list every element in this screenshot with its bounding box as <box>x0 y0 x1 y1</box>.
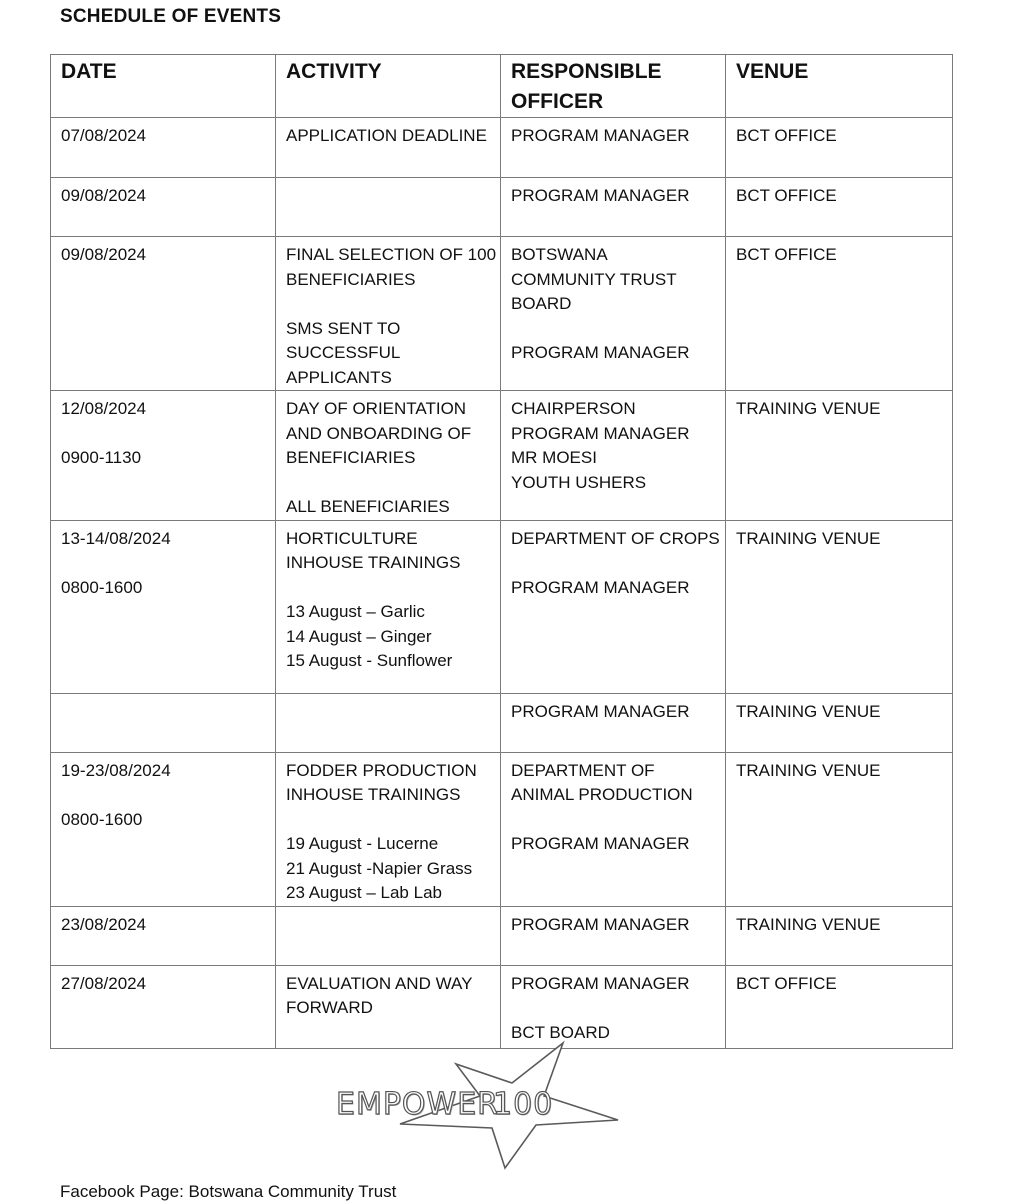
header-officer-line-2: OFFICER <box>511 90 604 113</box>
cell-date <box>51 118 276 178</box>
star-icon <box>330 1040 620 1170</box>
cell-line: 0800-1600 <box>61 577 143 597</box>
cell-date <box>51 237 276 391</box>
cell-officer <box>501 520 726 693</box>
cell-line: PROGRAM MANAGER <box>511 186 690 205</box>
cell-activity <box>276 118 501 178</box>
cell-line: ALL BENEFICIARIES <box>286 497 450 516</box>
cell-line: 15 August - Sunflower <box>286 651 453 670</box>
cell-line: BENEFICIARIES <box>286 269 416 289</box>
cell-line <box>286 292 490 317</box>
cell-line: SUCCESSFUL <box>286 343 401 362</box>
cell-line: TRAINING VENUE <box>736 399 881 418</box>
cell-line: BCT OFFICE <box>736 245 837 264</box>
cell-line: PROGRAM MANAGER <box>511 701 690 721</box>
cell-activity <box>276 237 501 391</box>
cell-line <box>511 551 715 576</box>
cell-line: APPLICANTS <box>286 367 392 387</box>
cell-venue <box>726 178 953 237</box>
header-officer-line-1: RESPONSIBLE <box>511 60 662 83</box>
cell-line: 13-14/08/2024 <box>61 528 171 548</box>
cell-line: 23 August – Lab Lab <box>286 883 442 902</box>
schedule-table <box>50 54 953 1049</box>
schedule-body <box>51 118 953 1049</box>
cell-date <box>51 178 276 237</box>
cell-line: 27/08/2024 <box>61 973 147 993</box>
cell-activity <box>276 520 501 693</box>
cell-line: TRAINING VENUE <box>736 701 881 721</box>
table-row <box>51 965 953 1048</box>
cell-venue <box>726 237 953 391</box>
cell-line: INHOUSE TRAININGS <box>286 785 461 804</box>
cell-line <box>511 808 715 833</box>
page-title: SCHEDULE OF EVENTS <box>60 6 282 27</box>
header-date: DATE <box>51 55 276 118</box>
cell-officer <box>501 391 726 521</box>
cell-line: TRAINING VENUE <box>736 528 881 548</box>
cell-line: DAY OF ORIENTATION <box>286 399 467 418</box>
cell-line: TRAINING VENUE <box>736 914 881 934</box>
logo-word-100: 100 <box>493 1087 554 1122</box>
cell-date <box>51 391 276 521</box>
cell-line <box>286 471 490 496</box>
cell-line <box>61 551 265 576</box>
table-row <box>51 752 953 906</box>
cell-officer <box>501 237 726 391</box>
cell-line <box>61 783 265 808</box>
table-row <box>51 693 953 752</box>
cell-line <box>61 422 265 447</box>
cell-venue <box>726 693 953 752</box>
table-row <box>51 118 953 178</box>
cell-line: 12/08/2024 <box>61 399 147 418</box>
cell-line: BOARD <box>511 294 572 313</box>
cell-line: PROGRAM MANAGER <box>511 343 690 362</box>
cell-line: FORWARD <box>286 998 373 1017</box>
cell-line: COMMUNITY TRUST <box>511 269 677 289</box>
cell-line: 0900-1130 <box>61 448 142 467</box>
header-responsible-officer <box>501 55 726 118</box>
cell-line: 13 August – Garlic <box>286 602 425 621</box>
cell-line: AND ONBOARDING OF <box>286 423 472 443</box>
cell-date <box>51 965 276 1048</box>
cell-line: 09/08/2024 <box>61 186 147 205</box>
cell-line <box>511 317 715 342</box>
logo-word-empower: EMPOWER <box>336 1087 500 1122</box>
cell-line: FINAL SELECTION OF 100 <box>286 245 497 264</box>
cell-line: 09/08/2024 <box>61 245 147 264</box>
cell-date <box>51 693 276 752</box>
empower-100-logo <box>330 1040 620 1170</box>
cell-venue <box>726 520 953 693</box>
table-row <box>51 520 953 693</box>
table-row <box>51 391 953 521</box>
cell-venue <box>726 118 953 178</box>
cell-line: BCT BOARD <box>511 1022 610 1042</box>
cell-line: 0800-1600 <box>61 809 143 829</box>
cell-activity <box>276 752 501 906</box>
cell-line: 23/08/2024 <box>61 914 147 934</box>
cell-line: 21 August -Napier Grass <box>286 858 473 878</box>
cell-officer <box>501 906 726 965</box>
cell-activity <box>276 693 501 752</box>
cell-line: 07/08/2024 <box>61 126 147 145</box>
cell-line: EVALUATION AND WAY <box>286 973 473 993</box>
cell-line: BCT OFFICE <box>736 186 837 205</box>
cell-line: YOUTH USHERS <box>511 472 647 492</box>
cell-activity <box>276 906 501 965</box>
cell-activity <box>276 391 501 521</box>
cell-line <box>286 808 490 833</box>
cell-officer <box>501 178 726 237</box>
cell-officer <box>501 693 726 752</box>
cell-line: HORTICULTURE <box>286 528 418 548</box>
cell-line: MR MOESI <box>511 448 597 467</box>
table-row <box>51 178 953 237</box>
cell-line: BCT OFFICE <box>736 973 837 993</box>
cell-activity <box>276 178 501 237</box>
cell-line: SMS SENT TO <box>286 318 401 338</box>
cell-line: BCT OFFICE <box>736 126 837 145</box>
cell-line: BOTSWANA <box>511 245 608 264</box>
header-venue: VENUE <box>726 55 953 118</box>
cell-line: PROGRAM MANAGER <box>511 973 690 993</box>
header-activity: ACTIVITY <box>276 55 501 118</box>
cell-venue <box>726 752 953 906</box>
cell-line: PROGRAM MANAGER <box>511 834 690 853</box>
cell-line: FODDER PRODUCTION <box>286 760 477 780</box>
cell-line: APPLICATION DEADLINE <box>286 126 487 145</box>
cell-line: DEPARTMENT OF CROPS <box>511 528 720 548</box>
facebook-page-footer: Facebook Page: Botswana Community Trust <box>60 1182 397 1201</box>
cell-line: PROGRAM MANAGER <box>511 914 690 934</box>
cell-officer <box>501 752 726 906</box>
cell-line: PROGRAM MANAGER <box>511 126 690 145</box>
cell-line: ANIMAL PRODUCTION <box>511 785 693 804</box>
table-row <box>51 237 953 391</box>
cell-officer <box>501 965 726 1048</box>
cell-line: 14 August – Ginger <box>286 626 432 646</box>
cell-venue <box>726 391 953 521</box>
cell-line <box>286 576 490 601</box>
cell-officer <box>501 118 726 178</box>
cell-line: 19-23/08/2024 <box>61 760 171 780</box>
cell-line: DEPARTMENT OF <box>511 760 655 780</box>
table-row <box>51 906 953 965</box>
cell-venue <box>726 906 953 965</box>
cell-line: BENEFICIARIES <box>286 448 416 467</box>
cell-venue <box>726 965 953 1048</box>
table-header-row <box>51 55 953 118</box>
cell-line: PROGRAM MANAGER <box>511 577 690 597</box>
cell-line: TRAINING VENUE <box>736 760 881 780</box>
cell-line <box>511 996 715 1021</box>
cell-date <box>51 906 276 965</box>
cell-line: 19 August - Lucerne <box>286 834 439 853</box>
cell-date <box>51 752 276 906</box>
cell-activity <box>276 965 501 1048</box>
cell-line: CHAIRPERSON <box>511 399 636 418</box>
cell-line: INHOUSE TRAININGS <box>286 553 461 572</box>
cell-line: PROGRAM MANAGER <box>511 423 690 443</box>
cell-date <box>51 520 276 693</box>
